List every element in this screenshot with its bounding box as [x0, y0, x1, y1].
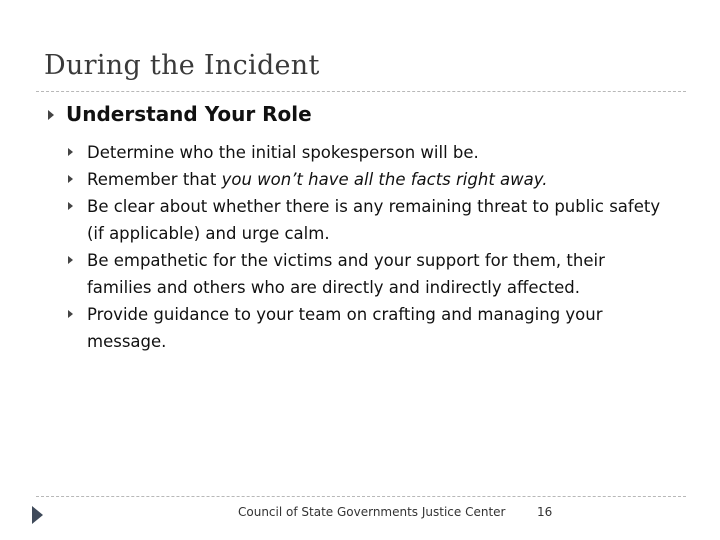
bullet-text: Determine who the initial spokesperson will be. — [87, 143, 479, 162]
list-item — [68, 247, 673, 301]
triangle-bullet-icon — [48, 110, 54, 120]
triangle-bullet-icon — [68, 148, 73, 156]
title-divider — [36, 91, 686, 92]
bullet-text — [87, 166, 673, 193]
list-item — [68, 193, 673, 247]
list-item — [68, 139, 673, 166]
slide-title: During the Incident — [44, 50, 320, 81]
bullet-list — [68, 139, 673, 355]
footer-divider — [36, 496, 686, 497]
main-bullet — [48, 102, 312, 126]
bullet-text-emphasis: you won’t have all the facts right away. — [221, 170, 548, 189]
triangle-bullet-icon — [68, 256, 73, 264]
section-heading: Understand Your Role — [66, 102, 312, 126]
triangle-bullet-icon — [68, 202, 73, 210]
triangle-right-icon — [32, 506, 43, 524]
triangle-bullet-icon — [68, 310, 73, 318]
list-item — [68, 301, 673, 355]
bullet-text: Provide guidance to your team on crafting and managing your message. — [87, 305, 603, 351]
bullet-text-lead: Remember that — [87, 170, 222, 189]
page-number: 16 — [537, 505, 553, 519]
bullet-text: Be empathetic for the victims and your support for them, their families and others who are directly and indirectly affected. — [87, 251, 605, 297]
list-item — [68, 166, 673, 193]
triangle-bullet-icon — [68, 175, 73, 183]
bullet-text: Be clear about whether there is any remaining threat to public safety (if applicable) and urge calm. — [87, 197, 661, 243]
footer-organization: Council of State Governments Justice Center — [238, 505, 506, 519]
